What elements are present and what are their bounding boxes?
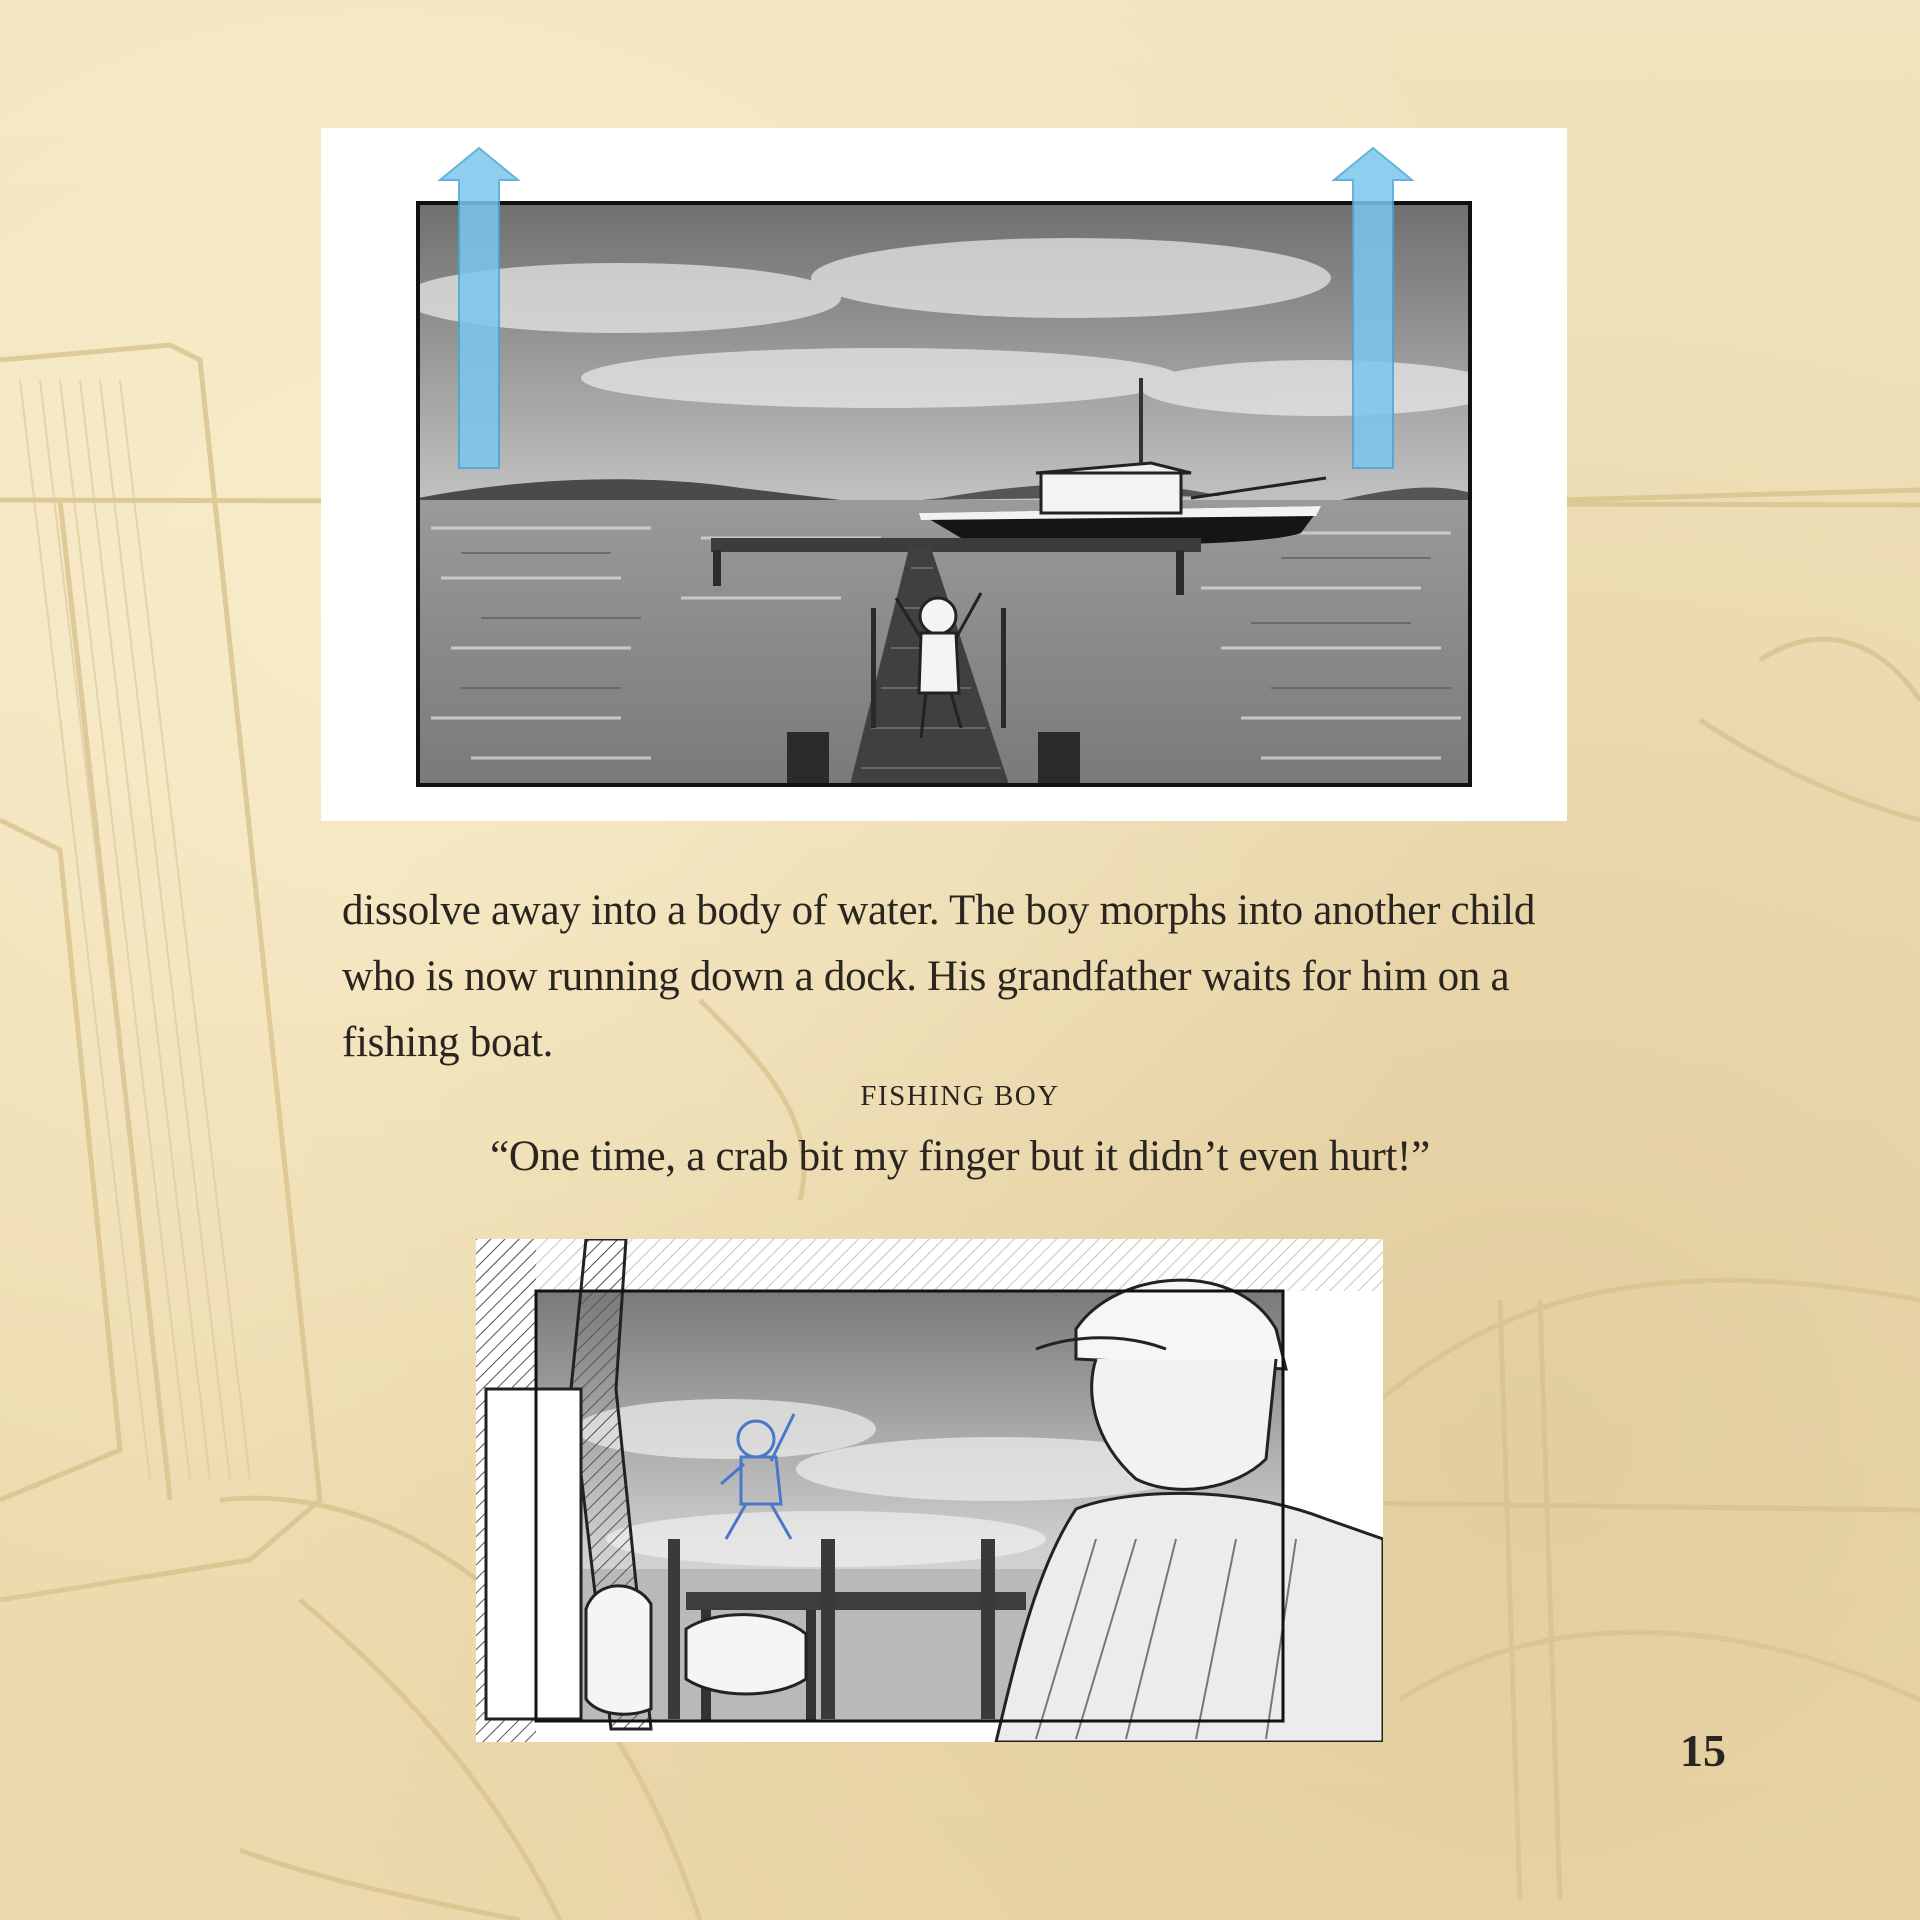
top-panel-scene xyxy=(401,203,1501,821)
storyboard-panel-bottom xyxy=(476,1239,1383,1742)
narration-text xyxy=(342,878,1642,1076)
narration-line: who is now running down a dock. His grandfather waits for him on a xyxy=(342,953,1510,1000)
page-number: 15 xyxy=(1680,1725,1726,1776)
character-name: FISHING BOY xyxy=(860,1080,1060,1112)
bottom-panel-scene xyxy=(476,1239,1383,1742)
narration-line: dissolve away into a body of water. The boy morphs into another child xyxy=(342,887,1536,934)
narration-line: fishing boat. xyxy=(342,1019,554,1066)
dialogue-line: “One time, a crab bit my finger but it didn’t even hurt!” xyxy=(490,1133,1430,1180)
storyboard-panel-top xyxy=(321,128,1567,821)
